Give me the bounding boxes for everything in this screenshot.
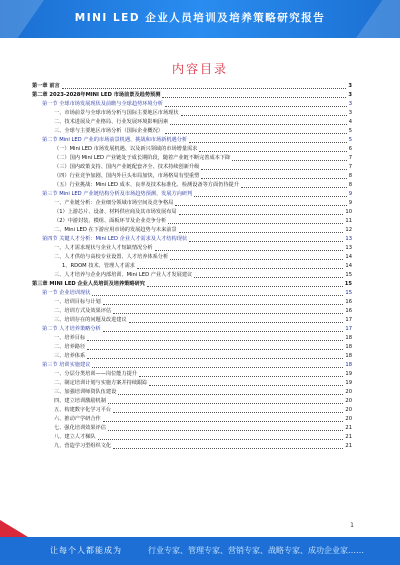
toc-entry-page: 20 (345, 389, 352, 395)
toc-leader-dots (108, 430, 344, 431)
toc-entry[interactable] (32, 433, 352, 442)
toc-leader-dots (155, 250, 344, 251)
page-number: 1 (350, 522, 354, 529)
toc-entry-page: 21 (345, 443, 352, 449)
toc-entry-page: 16 (345, 308, 352, 314)
toc-entry[interactable] (32, 388, 352, 397)
toc-entry-label: （2）中游封装、模组、面板环节及企业竞争分析 (54, 218, 167, 224)
toc-entry-label: 八、建立人才梯队 (54, 434, 96, 440)
toc-entry[interactable] (32, 127, 352, 136)
toc-entry-label: 第二节 Mini LED 产业的市场前景机遇、挑战和市场新机遇分析 (42, 137, 188, 143)
toc-entry-label: 三、培训存在的问题及改进建议 (54, 317, 127, 323)
toc-entry[interactable] (32, 100, 352, 109)
corner-decoration (0, 520, 28, 537)
toc-entry-page: 17 (345, 317, 352, 323)
toc-entry[interactable] (32, 172, 352, 181)
toc-entry[interactable] (32, 271, 352, 280)
toc-entry-page: 20 (345, 416, 352, 422)
toc-entry[interactable] (32, 280, 352, 289)
toc-entry[interactable] (32, 82, 352, 91)
toc-leader-dots (179, 214, 344, 215)
toc-leader-dots (175, 205, 346, 206)
toc-entry[interactable] (32, 154, 352, 163)
toc-entry-label: 一、培训目标与计划 (54, 299, 101, 305)
toc-entry[interactable] (32, 316, 352, 325)
toc-entry-page: 9 (348, 191, 352, 197)
toc-entry-label: 第三节 培训实施建议 (42, 362, 91, 368)
toc-leader-dots (108, 403, 344, 404)
footer-bar (0, 537, 400, 565)
toc-entry[interactable] (32, 208, 352, 217)
toc-leader-dots (113, 412, 343, 413)
toc-entry[interactable] (32, 253, 352, 262)
toc-entry-label: （四）行业竞争加剧、国内外巨头布局加快，市场格局有望重塑 (54, 173, 200, 179)
toc-leader-dots (103, 331, 344, 332)
toc-entry-label: 五、构建数字化学习平台 (54, 407, 112, 413)
toc-entry-label: 二、人才供给与高校专业设置、人才培养体系分析 (54, 254, 169, 260)
toc-leader-dots (103, 304, 344, 305)
toc-leader-dots (147, 286, 343, 287)
toc-entry-page: 14 (345, 254, 352, 260)
toc-entry-label: 一、分层分类培训——岗位能力提升 (54, 371, 138, 377)
toc-entry[interactable] (32, 226, 352, 235)
toc-leader-dots (129, 322, 344, 323)
toc-entry[interactable] (32, 325, 352, 334)
toc-entry[interactable] (32, 424, 352, 433)
toc-leader-dots (139, 376, 343, 377)
toc-leader-dots (62, 88, 347, 89)
toc-entry-page: 21 (345, 434, 352, 440)
toc-entry-label: 第一章 前言 (32, 83, 60, 89)
toc-entry-page: 16 (345, 299, 352, 305)
toc-entry-label: 第三章 MINI LED 企业人员培训及培养策略研究 (32, 281, 145, 287)
header-banner (0, 0, 400, 38)
toc-entry-page: 9 (348, 200, 352, 206)
toc-entry-label: （三）国内政策支持、国内产业链配套齐全、技术持续创新升级 (54, 164, 200, 170)
toc-entry-page: 15 (345, 290, 352, 296)
toc-entry[interactable] (32, 244, 352, 253)
toc-entry[interactable] (32, 406, 352, 415)
toc-leader-dots (137, 268, 343, 269)
toc-leader-dots (118, 394, 343, 395)
toc-leader-dots (201, 178, 346, 179)
toc-entry-label: （一）Mini LED 市场发展机遇、以及新兴领域的市场增量需求 (54, 146, 198, 152)
footer-slogan-left: 让每个人都能成为 (50, 546, 122, 555)
toc-entry-page: 5 (348, 137, 352, 143)
toc-entry-label: 二、制定培训计划与实施方案并持续跟踪 (54, 380, 148, 386)
toc-entry-label: 三、全球与主要地区市场分析（国际企业概况） (54, 128, 163, 134)
toc-entry-page: 21 (345, 425, 352, 431)
toc-leader-dots (113, 448, 343, 449)
toc-leader-dots (232, 160, 346, 161)
toc-entry-page: 8 (348, 182, 352, 188)
toc-entry-page: 4 (348, 119, 352, 125)
toc-leader-dots (162, 97, 346, 98)
toc-entry-label: 第一节 企业培训现状 (42, 290, 91, 296)
toc-leader-dots (179, 232, 344, 233)
toc-entry-page: 3 (348, 92, 352, 98)
toc-entry-page: 20 (345, 407, 352, 413)
toc-entry-page: 20 (345, 398, 352, 404)
toc-entry-page: 5 (348, 128, 352, 134)
toc-leader-dots (92, 367, 343, 368)
toc-leader-dots (149, 385, 343, 386)
toc-entry-label: 1、RDOM 技术、管理人才需求 (62, 263, 135, 269)
toc-entry-page: 11 (345, 218, 352, 224)
toc-leader-dots (165, 106, 347, 107)
toc-entry-label: （二）国内 Mini LED 产业链处于成长期阶段，随着产业链不断完善成本下降 (54, 155, 231, 161)
toc-entry-label: 六、推动产学研合作 (54, 416, 101, 422)
toc-leader-dots (113, 313, 343, 314)
toc-leader-dots (201, 169, 346, 170)
toc-leader-dots (181, 115, 347, 116)
toc-entry-page: 17 (345, 326, 352, 332)
toc-entry-label: 四、建立培训激励机制 (54, 398, 106, 404)
report-title: MINI LED 企业人员培训及培养策略研究报告 (74, 12, 326, 24)
toc-entry[interactable] (32, 397, 352, 406)
toc-entry-page: 10 (345, 209, 352, 215)
toc-entry-label: 二、技术进展及产业格局、行业发展环境影响因素 (54, 119, 169, 125)
toc-leader-dots (92, 295, 343, 296)
toc-entry-page: 7 (348, 155, 352, 161)
toc-entry-page: 6 (348, 146, 352, 152)
toc-entry-label: （1）上游芯片、设备、材料供应商及其市场发展布局 (54, 209, 177, 215)
toc-entry-label: 三、加强培训师资队伍建设 (54, 389, 117, 395)
toc-heading: 内容目录 (171, 62, 228, 76)
toc-entry-label: 七、强化培训效果评估 (54, 425, 106, 431)
toc-leader-dots (189, 142, 347, 143)
toc-entry[interactable] (32, 262, 352, 271)
toc-leader-dots (87, 349, 343, 350)
toc-entry-label: 三、培养体系 (54, 353, 86, 359)
toc-leader-dots (87, 340, 343, 341)
toc-entry[interactable] (32, 370, 352, 379)
toc-entry[interactable] (32, 190, 352, 199)
toc-entry-page: 18 (345, 353, 352, 359)
toc-leader-dots (241, 187, 347, 188)
toc-entry-label: 一、人才需求现状与企业人才短缺情况分析 (54, 245, 153, 251)
toc-entry-label: 三、人才培养与企业内部培训、Mini LED 产业人才发展建议 (54, 272, 193, 278)
toc-entry-label: （五）行业挑战：Mini LED 成本、良率及技术标准化、检测设备等方面仍待提升 (54, 182, 239, 188)
toc-entry-page: 18 (345, 335, 352, 341)
toc-entry-label: 一、市场前景与全球市场分析与国际主要地区市场现状 (54, 110, 179, 116)
toc-entry-label: 第一节 全球市场发展现状及前瞻与全球趋势环境分析 (42, 101, 163, 107)
toc-entry[interactable] (32, 163, 352, 172)
toc-entry[interactable] (32, 235, 352, 244)
toc-entry-label: 二、培养路径 (54, 344, 86, 350)
toc-entry-page: 18 (345, 344, 352, 350)
table-of-contents (32, 82, 352, 451)
toc-entry-label: 第二章 2023-2028年MINI LED 市场前景及趋势预测 (32, 92, 161, 98)
toc-entry-label: 第四节 关键人才分析：Mini LED 企业人才需求及人才结构现状 (42, 236, 188, 242)
toc-entry-page: 19 (345, 380, 352, 386)
toc-leader-dots (168, 223, 343, 224)
toc-entry-label: 一、产业链分析：企业细分领域市场空间及竞争格局 (54, 200, 174, 206)
toc-entry-label: 二、Mini LED 在下游应用市场的发展趋势与未来前景 (54, 227, 177, 233)
toc-entry[interactable] (32, 109, 352, 118)
toc-entry[interactable] (32, 289, 352, 298)
toc-entry[interactable] (32, 334, 352, 343)
toc-entry[interactable] (32, 442, 352, 451)
footer-slogan-right: 行业专家、管理专家、营销专家、战略专家、成功企业家…… (148, 546, 364, 555)
toc-entry-page: 15 (344, 281, 352, 287)
toc-entry[interactable] (32, 298, 352, 307)
toc-entry[interactable] (32, 352, 352, 361)
toc-entry[interactable] (32, 181, 352, 190)
toc-entry[interactable] (32, 217, 352, 226)
toc-entry-page: 8 (348, 173, 352, 179)
toc-entry-page: 13 (345, 245, 352, 251)
toc-entry[interactable] (32, 343, 352, 352)
toc-entry-label: 九、营造学习型组织文化 (54, 443, 112, 449)
toc-entry-label: 二、培训方式及效果评估 (54, 308, 112, 314)
toc-entry-page: 15 (345, 272, 352, 278)
toc-leader-dots (194, 196, 346, 197)
toc-entry-page: 3 (348, 101, 352, 107)
toc-entry-page: 3 (348, 110, 352, 116)
toc-leader-dots (103, 421, 344, 422)
toc-entry-label: 第二节 人才培养策略分析 (42, 326, 101, 332)
toc-leader-dots (98, 439, 344, 440)
toc-leader-dots (170, 259, 343, 260)
toc-leader-dots (87, 358, 343, 359)
toc-entry-page: 14 (345, 263, 352, 269)
toc-entry-page: 18 (345, 362, 352, 368)
toc-entry-page: 13 (345, 236, 352, 242)
toc-entry-label: 一、培养目标 (54, 335, 86, 341)
toc-entry-page: 19 (345, 371, 352, 377)
toc-leader-dots (170, 124, 347, 125)
toc-entry[interactable] (32, 136, 352, 145)
toc-entry[interactable] (32, 307, 352, 316)
toc-entry[interactable] (32, 379, 352, 388)
toc-leader-dots (194, 277, 343, 278)
toc-leader-dots (189, 241, 343, 242)
toc-entry-page: 3 (348, 83, 352, 89)
toc-entry-page: 12 (345, 227, 352, 233)
toc-entry[interactable] (32, 415, 352, 424)
toc-entry[interactable] (32, 118, 352, 127)
toc-entry[interactable] (32, 145, 352, 154)
toc-entry[interactable] (32, 361, 352, 370)
toc-entry-page: 7 (348, 164, 352, 170)
toc-leader-dots (199, 151, 346, 152)
toc-leader-dots (165, 133, 347, 134)
toc-entry-label: 第三节 Mini LED 产业链结构分析及市场趋势预测、发展方向研判 (42, 191, 193, 197)
toc-entry[interactable] (32, 91, 352, 100)
toc-entry[interactable] (32, 199, 352, 208)
